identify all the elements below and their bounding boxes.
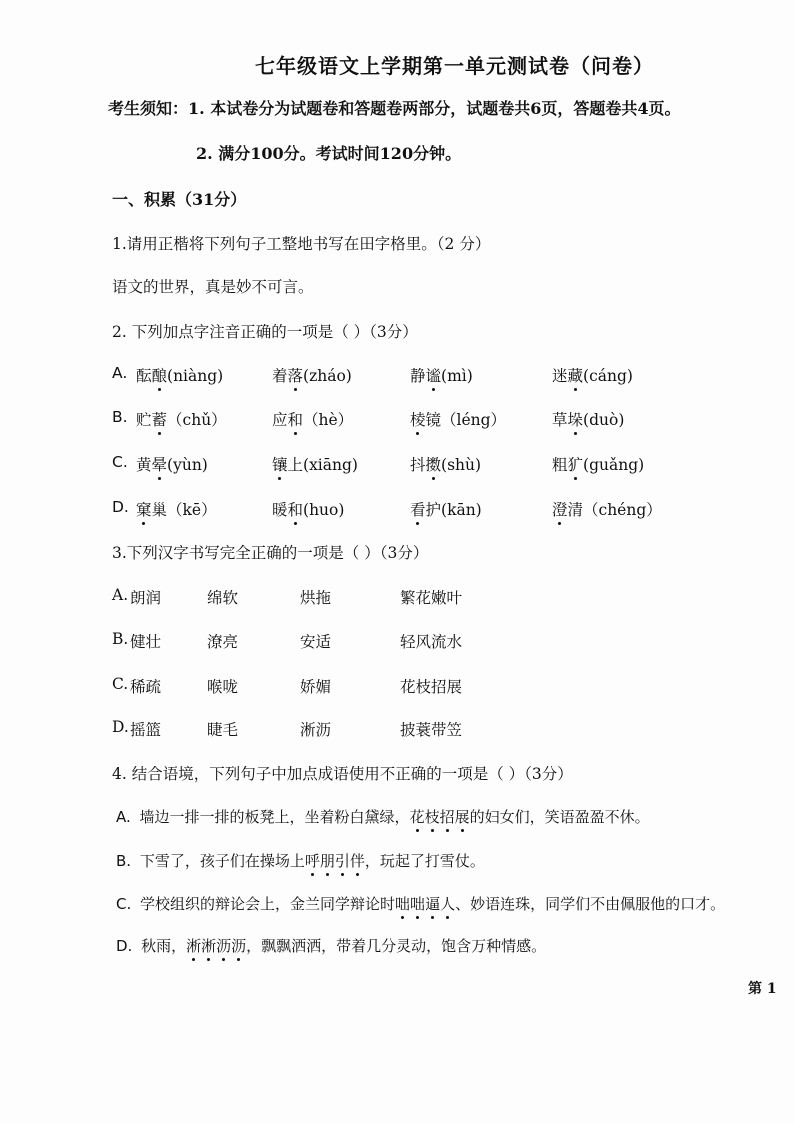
q2-item-prefix: 着 (272, 367, 288, 385)
q4-idiom-char: 淅 (186, 937, 202, 955)
q2-option-label: C. (112, 453, 128, 471)
q2-option-label: B. (112, 408, 128, 426)
q2-option-label: D. (112, 498, 129, 516)
q4-idiom-char: 朋 (319, 852, 335, 870)
question-1-stem: 1.请用正楷将下列句子工整地书写在田字格里。（2 分） (112, 235, 491, 253)
q2-item-prefix: 迷 (552, 367, 568, 385)
q2-item-pinyin: 镜（léng） (425, 411, 507, 429)
q2-item-dotted-char: 镶 (272, 456, 288, 474)
q3-option-word: 健壮 (130, 633, 162, 651)
q2-item-prefix: 抖 (410, 456, 426, 474)
q3-option-word: 披蓑带笠 (400, 721, 463, 739)
q3-option-word: 稀疏 (130, 678, 162, 696)
q3-option-word: 潦亮 (207, 633, 239, 651)
q2-option-label: A. (112, 364, 128, 382)
q2-item-dotted-char: 藏 (567, 367, 584, 385)
q2-option-item (136, 364, 223, 386)
q2-item-dotted-char: 窠 (136, 501, 152, 519)
q3-option-word: 轻风流水 (400, 633, 463, 651)
q2-item-dotted-char: 棱 (410, 411, 426, 429)
notice-line-1: 考生须知：1. 本试卷分为试题卷和答题卷两部分，试题卷共6页，答题卷共4页。 (108, 99, 681, 118)
q4-idiom-char: 逼 (425, 895, 441, 913)
q2-item-dotted-char: 澄 (552, 501, 568, 519)
q4-idiom-char: 引 (334, 852, 350, 870)
q3-option-word: 喉咙 (207, 678, 239, 696)
q2-option-item (410, 364, 473, 386)
q2-item-dotted-char: 蓄 (151, 411, 168, 429)
q3-option-label: B. (112, 630, 129, 648)
q3-option-word: 娇媚 (300, 678, 332, 696)
q3-option-word: 花枝招展 (400, 678, 463, 696)
q2-option-item (410, 498, 482, 520)
q2-option-item (136, 408, 227, 430)
q2-item-prefix: 草 (552, 411, 568, 429)
q2-item-pinyin: (yùn) (167, 456, 208, 474)
q2-option-item (410, 408, 506, 430)
q2-item-pinyin: (cáng) (583, 367, 633, 385)
question-1-sentence: 语文的世界，真是妙不可言。 (112, 278, 314, 296)
question-3-stem: 3.下列汉字书写完全正确的一项是（ ）（3分） (112, 544, 429, 562)
q2-item-prefix: 贮 (136, 411, 152, 429)
q2-item-dotted-char: 擞 (425, 456, 442, 474)
q3-option-word: 淅沥 (300, 721, 332, 739)
q4-option-idiom (305, 852, 365, 870)
q2-option-item (272, 453, 358, 475)
q4-option-prefix: 下雪了，孩子们在操场上 (139, 852, 305, 870)
q2-item-dotted-char: 垛 (567, 411, 584, 429)
q4-option (116, 850, 485, 871)
q2-option-item (272, 498, 344, 520)
q2-option-item (552, 498, 662, 520)
q2-option-item (552, 453, 644, 475)
q3-option-word: 朗润 (130, 589, 162, 607)
q4-idiom-char: 沥 (216, 937, 232, 955)
q4-option-suffix: ，飘飘洒洒，带着几分灵动，饱含万种情感。 (246, 937, 547, 955)
q4-option-prefix: 秋雨， (141, 937, 187, 955)
page-title: 七年级语文上学期第一单元测试卷（问卷） (255, 54, 654, 78)
q2-item-dotted-char: 落 (287, 367, 304, 385)
notice-line-2: 2. 满分100分。考试时间120分钟。 (196, 144, 462, 163)
q2-item-dotted-char: 和 (287, 501, 304, 519)
q2-option-item (136, 453, 208, 475)
q2-item-dotted-char: 和 (287, 411, 304, 429)
q4-option (116, 935, 546, 956)
q4-option (116, 806, 650, 827)
q2-item-pinyin: 巢（kē） (151, 501, 217, 519)
q3-option-word: 烘拖 (300, 589, 332, 607)
q2-item-pinyin: (zháo) (303, 367, 352, 385)
q2-option-item (552, 408, 624, 430)
q4-idiom-char: 咄 (395, 895, 411, 913)
question-4-stem: 4. 结合语境，下列句子中加点成语使用不正确的一项是（ ）（3分） (112, 765, 573, 783)
q2-item-prefix: 应 (272, 411, 288, 429)
q2-item-pinyin: 护(kān) (425, 501, 482, 519)
q4-option-prefix: 学校组织的辩论会上，金兰同学辩论时 (140, 895, 396, 913)
q2-option-item (552, 364, 633, 386)
q4-idiom-char: 人 (440, 895, 456, 913)
q2-item-dotted-char: 谧 (425, 367, 442, 385)
q4-option-prefix: 墙边一排一排的板凳上，坐着粉白黛绿， (139, 808, 410, 826)
q4-option-suffix: 、妙语连珠，同学们不由佩服他的口才。 (455, 895, 726, 913)
q3-option-label: C. (112, 675, 129, 693)
q3-option-word: 摇篮 (130, 721, 162, 739)
q2-item-dotted-char: 看 (410, 501, 426, 519)
q4-option-idiom (395, 895, 455, 913)
q2-item-pinyin: （hè） (303, 411, 354, 429)
q2-item-dotted-char: 酿 (151, 367, 168, 385)
q4-option-label: C. (116, 895, 137, 913)
q4-option-idiom (410, 808, 470, 826)
q4-option-idiom (186, 937, 246, 955)
q4-option-suffix: ，玩起了打雪仗。 (364, 852, 485, 870)
q2-option-item (272, 364, 352, 386)
q2-item-pinyin: (shù) (441, 456, 482, 474)
q4-idiom-char: 展 (454, 808, 470, 826)
q2-item-pinyin: (mì) (441, 367, 473, 385)
q4-idiom-char: 沥 (231, 937, 247, 955)
q3-option-word: 繁花嫩叶 (400, 589, 463, 607)
q3-option-word: 睫毛 (207, 721, 239, 739)
q4-option (116, 893, 725, 914)
q2-item-pinyin: 清（chéng） (567, 501, 662, 519)
q2-option-item (272, 408, 353, 430)
q4-idiom-char: 咄 (410, 895, 426, 913)
q2-item-prefix: 酝 (136, 367, 152, 385)
q2-item-prefix: 黄 (136, 456, 152, 474)
q4-idiom-char: 招 (439, 808, 455, 826)
q2-item-prefix: 暖 (272, 501, 288, 519)
q2-item-dotted-char: 犷 (567, 456, 584, 474)
q4-option-label: A. (116, 808, 136, 826)
q2-item-prefix: 粗 (552, 456, 568, 474)
q2-item-pinyin: (guǎng) (583, 456, 645, 474)
q4-option-label: D. (116, 937, 138, 955)
q2-item-dotted-char: 晕 (151, 456, 168, 474)
q4-idiom-char: 呼 (304, 852, 320, 870)
question-2-stem: 2. 下列加点字注音正确的一项是（ ）（3分） (112, 323, 418, 341)
q3-option-word: 安适 (300, 633, 332, 651)
q3-option-label: D. (112, 718, 129, 736)
section-heading: 一、积累（31分） (112, 190, 247, 209)
q2-item-pinyin: 上(xiāng) (287, 456, 358, 474)
q2-item-pinyin: （chǔ） (167, 411, 227, 429)
q4-option-label: B. (116, 852, 136, 870)
q3-option-word: 绵软 (207, 589, 239, 607)
q3-option-label: A. (112, 586, 129, 604)
page-number: 第 1 (748, 981, 777, 997)
q4-idiom-char: 枝 (424, 808, 440, 826)
q2-item-pinyin: (duò) (583, 411, 625, 429)
q2-item-pinyin: (huo) (303, 501, 345, 519)
q2-item-pinyin: (niàng) (167, 367, 224, 385)
q2-option-item (136, 498, 217, 520)
q4-idiom-char: 淅 (201, 937, 217, 955)
q2-item-prefix: 静 (410, 367, 426, 385)
q2-option-item (410, 453, 481, 475)
q4-idiom-char: 花 (409, 808, 425, 826)
q4-idiom-char: 伴 (349, 852, 365, 870)
q4-option-suffix: 的妇女们，笑语盈盈不休。 (469, 808, 650, 826)
